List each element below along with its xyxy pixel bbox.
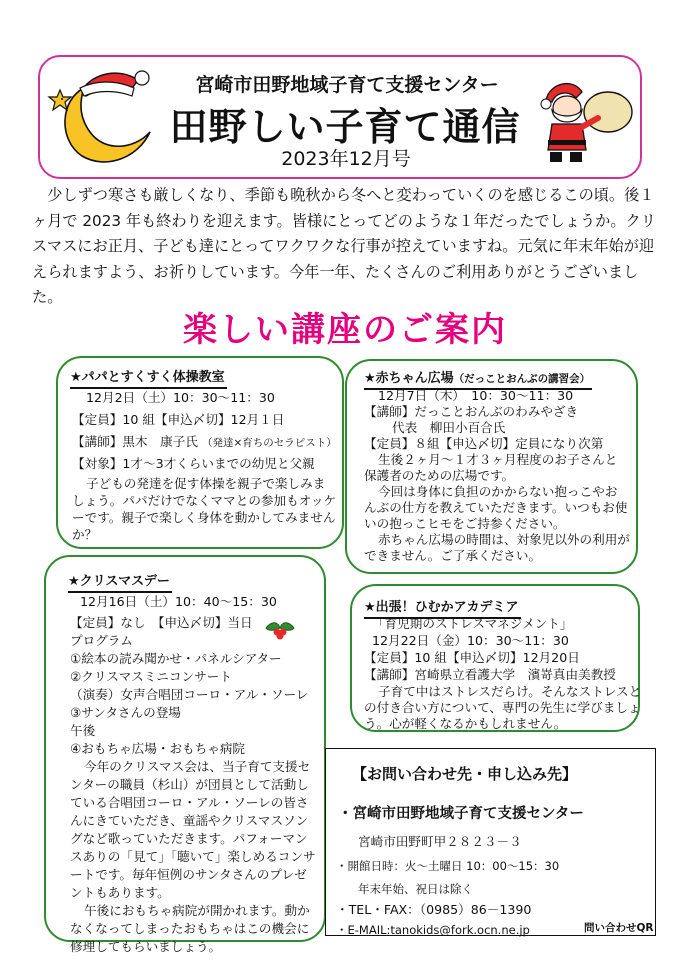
papa-desc-line: しょう。パパだけでなくママとの参加もオッケ <box>72 493 337 508</box>
xmas-desc-line: グなど歌っていただきます。パフォーマン <box>70 831 308 846</box>
holly-icon <box>264 618 296 640</box>
moon-santa-hat-illustration <box>46 66 158 170</box>
xmas-program-line: （演奏）女声合唱団コーロ・アル・ソーレ <box>70 687 309 702</box>
xmas-program-line: 午後 <box>70 723 96 738</box>
xmas-title: ★クリスマスデー <box>68 572 172 593</box>
contact-title: 【お問い合わせ先・申し込み先】 <box>352 765 578 783</box>
xmas-desc-line: ートです。毎年恒例のサンタさんのプレゼ <box>70 867 307 882</box>
contact-center-name: ・宮崎市田野地域子育て支援センター <box>338 806 584 822</box>
baby-desc-line: できません。ご了承ください。 <box>364 548 542 563</box>
himuka-desc-line: 子育て中はストレスだらけ。そんなストレスと <box>378 684 642 699</box>
issue-date: 2023年12月号 <box>281 148 411 170</box>
papa-title: ★パパとすくすく体操教室 <box>70 368 227 389</box>
xmas-desc-line: ントもあります。 <box>70 885 170 900</box>
intro-paragraph: 少しずつ寒さも厳しくなり、季節も晩秋から冬へと変わっていくのを感じるこの頃。後１ヶ月で 2023 年も終わりを迎えます。皆様にとってどのような１年だったでしょうか。クリスマスにお正月、子ども達にとってワクワクな行事が控えていますね。元気に年末年始が迎えられますよう、お祈りしています。今年一年、たくさんのご利用ありがとうございました。 <box>32 186 656 306</box>
himuka-title: ★出張！ひむかアカデミア <box>364 598 521 619</box>
baby-desc-line: いの抱っこヒモをご持参ください。 <box>364 516 566 531</box>
papa-desc-line: ーです。親子で楽しく身体を動かしてみません <box>72 510 336 525</box>
xmas-program-line: ④おもちゃ広場・おもちゃ病院 <box>70 741 246 756</box>
baby-desc-line: 生後２ヶ月～１才３ヶ月程度のお子さんと <box>378 452 618 467</box>
himuka-desc-line: う。心が軽くなるかもしれません。 <box>364 716 567 731</box>
xmas-desc-line: んにきていただき、童謡やクリスマスソン <box>70 813 309 828</box>
qr-label: 問い合わせQR <box>584 922 654 934</box>
xmas-program-line: ①絵本の読み聞かせ・パネルシアター <box>70 651 282 666</box>
contact-hours: ・開館日時：火～土曜日 10：00～15：30 <box>336 859 560 873</box>
baby-title: ★赤ちゃん広場（だっことおんぶの講習会） <box>364 369 592 390</box>
xmas-capacity: 【定員】なし 【申込〆切】当日 <box>70 615 253 630</box>
papa-desc-line: 子どもの発達を促す体操を親子で楽しみま <box>86 476 326 491</box>
himuka-capacity: 【定員】10 組【申込〆切】12月20日 <box>364 650 580 665</box>
baby-desc-line: んぶの仕方を教えていただきます。いつもお使 <box>364 500 628 515</box>
xmas-desc-line: 今年のクリスマス会は、当子育て支援セ <box>84 759 311 774</box>
papa-capacity: 【定員】10 組【申込〆切】12月１日 <box>72 412 285 427</box>
baby-representative: 代表 柳田小百合氏 <box>392 420 506 435</box>
center-name: 宮崎市田野地域子育て支援センター <box>195 74 499 96</box>
xmas-desc-line: ンターの職員（杉山）が団員として活動し <box>70 777 309 792</box>
xmas-desc-line: なくなってしまったおもちゃはこの機会に <box>70 921 310 936</box>
xmas-date: 12月16日（土）10：40～15：30 <box>80 594 277 609</box>
himuka-date: 12月22日（金）10：30～11：30 <box>372 633 569 648</box>
xmas-desc-line: ている合唱団コーロ・アル・ソーレの皆さ <box>70 795 309 810</box>
newsletter-title: 田野しい子育て通信 <box>169 105 521 149</box>
baby-lecturer: 【講師】だっことおんぶのわみやざき <box>364 404 579 419</box>
baby-desc-line: 赤ちゃん広場の時間は、対象児以外の利用が <box>378 532 630 547</box>
xmas-program-line: ②クリスマスミニコンサート <box>70 669 232 684</box>
himuka-desc-line: の付き合い方について、専門の先生に学びましょ <box>364 700 641 715</box>
himuka-subtitle: 「育児期のストレスマネジメント」 <box>372 616 573 631</box>
contact-address: 宮崎市田野町甲２８２３－３ <box>358 834 522 849</box>
xmas-desc-line: 修理してもらいましょう。 <box>70 939 222 954</box>
contact-tel-fax[interactable]: ・TEL・FAX：（0985）86－1390 <box>336 902 532 917</box>
contact-closed: 年末年始、祝日は除く <box>358 882 473 896</box>
xmas-program-line: プログラム <box>70 633 133 648</box>
himuka-lecturer: 【講師】宮崎県立看護大学 濱嵜真由美教授 <box>364 667 616 682</box>
papa-target: 【対象】1才～3才くらいまでの幼児と父親 <box>72 456 315 471</box>
xmas-program-line: ③サンタさんの登場 <box>70 705 181 720</box>
papa-lecturer: 【講師】黒木 康子氏 （発達×育ちのセラピスト） <box>72 434 337 449</box>
section-title: 楽しい講座のご案内 <box>183 310 507 350</box>
papa-date: 12月2日（土）10：30～11：30 <box>86 390 275 405</box>
baby-date: 12月7日（木） 10：30～11：30 <box>378 388 574 403</box>
contact-email[interactable]: ・E-MAIL:tanokids@fork.ocn.ne.jp <box>336 923 530 937</box>
santa-illustration <box>540 78 636 168</box>
baby-desc-line: 保護者のための広場です。 <box>364 468 515 483</box>
baby-desc-line: 今回は身体に負担のかからない抱っこやお <box>378 484 618 499</box>
xmas-desc-line: 午後におもちゃ病院が開かれます。動か <box>84 903 310 918</box>
baby-capacity: 【定員】８組【申込〆切】定員になり次第 <box>364 436 604 451</box>
xmas-desc-line: スありの「見て」「聴いて」楽しめるコンサ <box>70 849 316 864</box>
papa-desc-line: か？ <box>72 527 98 542</box>
